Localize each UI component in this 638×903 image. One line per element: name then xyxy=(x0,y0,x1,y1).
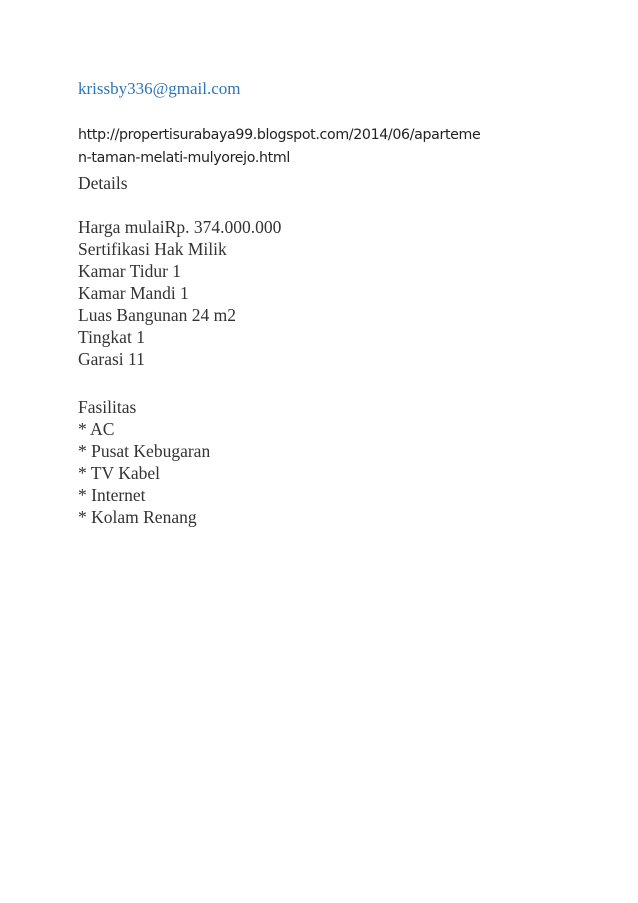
details-section xyxy=(78,172,128,194)
property-specs xyxy=(78,216,281,370)
spec-bedrooms: Kamar Tidur 1 xyxy=(78,261,182,281)
facility-item: * Kolam Renang xyxy=(78,507,197,527)
spec-building-area: Luas Bangunan 24 m2 xyxy=(78,305,236,325)
facility-item: * Pusat Kebugaran xyxy=(78,441,211,461)
facilities-heading: Fasilitas xyxy=(78,397,137,417)
facilities-section xyxy=(78,396,210,528)
facility-item: * TV Kabel xyxy=(78,463,160,483)
spec-bathrooms: Kamar Mandi 1 xyxy=(78,283,189,303)
facility-item: * Internet xyxy=(78,485,146,505)
spec-certificate: Sertifikasi Hak Milik xyxy=(78,239,227,259)
spec-garage: Garasi 11 xyxy=(78,349,145,369)
url-line-1[interactable]: http://propertisurabaya99.blogspot.com/2014/06/aparteme xyxy=(78,127,481,143)
spec-floor: Tingkat 1 xyxy=(78,327,145,347)
email-link[interactable]: krissby336@gmail.com xyxy=(78,79,241,98)
details-heading: Details xyxy=(78,173,128,193)
facility-item: * AC xyxy=(78,419,115,439)
url-line-2[interactable]: n-taman-melati-mulyorejo.html xyxy=(78,150,290,166)
url-text[interactable] xyxy=(78,124,558,170)
spec-price: Harga mulaiRp. 374.000.000 xyxy=(78,217,282,237)
